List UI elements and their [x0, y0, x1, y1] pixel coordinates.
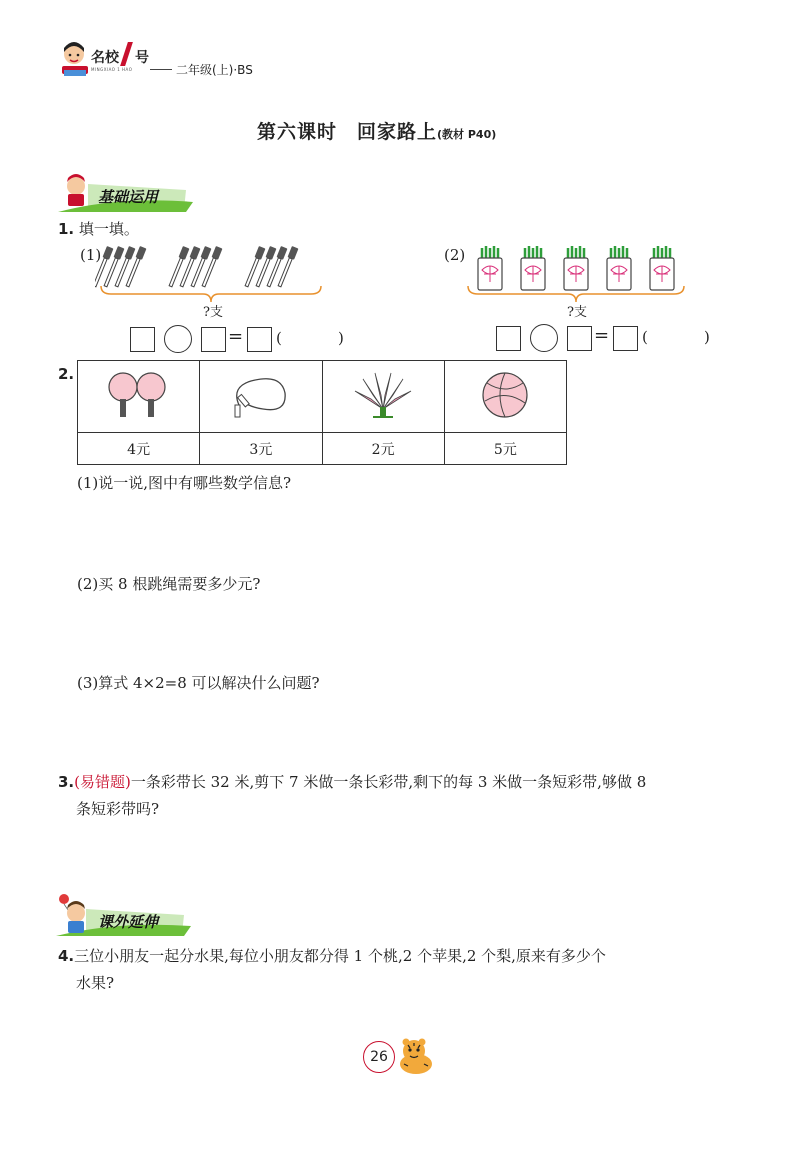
tiger-mascot-icon	[396, 1036, 436, 1076]
q1-part2-answer-box-3[interactable]	[613, 326, 638, 351]
q1-part2-answer-box-2[interactable]	[567, 326, 592, 351]
question-2-sub-1: (1)说一说,图中有哪些数学信息?	[77, 474, 292, 492]
flower-pot-icon	[478, 246, 502, 290]
question-1	[58, 217, 139, 241]
grade-label: 二年级(上)·BS	[176, 63, 253, 77]
q1-part2-brace-label: ?支	[567, 305, 587, 320]
lesson-title-reference: (教材 P40)	[437, 128, 497, 141]
q1-part1-brace	[101, 286, 321, 302]
section-banner-extension	[56, 893, 196, 938]
question-4-line-2: 水果?	[76, 974, 115, 992]
price-shuttlecock: 2元	[322, 433, 444, 465]
question-3-text-1: 一条彩带长 32 米,剪下 7 米做一条长彩带,剩下的每 3 米做一条短彩带,够做 8	[130, 773, 647, 791]
price-paddles: 4元	[78, 433, 200, 465]
brand-slash	[120, 42, 133, 66]
toothbrush-icon	[95, 246, 113, 288]
ping-pong-paddles-icon	[99, 365, 179, 425]
question-2-sub-2-answer-area[interactable]	[77, 600, 737, 665]
question-3-number: 3.	[58, 773, 75, 791]
lesson-title-main: 第六课时 回家路上	[257, 121, 438, 143]
question-4	[58, 944, 758, 995]
question-3	[58, 770, 758, 821]
price-item-shuttlecock	[322, 361, 444, 433]
price-item-paddles	[78, 361, 200, 433]
price-jump-rope: 3元	[200, 433, 322, 465]
flower-pot-icon	[564, 246, 588, 290]
brand-subtitle: MINGXIAO 1 HAO	[91, 67, 133, 72]
section-title-basic: 基础运用	[98, 188, 159, 206]
q1-part2-operator-circle[interactable]	[530, 324, 558, 352]
question-1-text: 填一填。	[78, 220, 139, 238]
question-2-sub-1-answer-area[interactable]	[77, 500, 737, 565]
question-2-sub-3-answer-area[interactable]	[77, 700, 737, 762]
brand-name: 名校	[91, 50, 119, 66]
question-3-line-1	[58, 770, 758, 794]
question-1-number: 1.	[58, 220, 75, 238]
q1-part2-label: (2)	[444, 246, 466, 264]
page-number: 26	[370, 1049, 388, 1065]
price-item-ball	[444, 361, 566, 433]
flower-pot-icon	[607, 246, 631, 290]
question-2-number: 2.	[58, 365, 75, 383]
q1-part1-paren-open: (	[276, 329, 282, 347]
student-mascot-icon	[58, 40, 94, 78]
jump-rope-icon	[221, 365, 301, 425]
price-item-jump-rope	[200, 361, 322, 433]
q1-part2-unit-blank[interactable]	[652, 326, 702, 350]
q1-part2-paren-close: )	[704, 328, 710, 346]
toothbrush-icon	[167, 246, 189, 288]
shuttlecock-icon	[343, 365, 423, 425]
q1-part2-paren-open: (	[642, 328, 648, 346]
price-table-images-row	[78, 361, 567, 433]
toothbrush-icon	[243, 246, 265, 288]
q1-part1-paren-close: )	[338, 329, 344, 347]
question-3-tag: (易错题)	[74, 773, 131, 791]
lesson-title	[257, 117, 496, 144]
section-title-extension: 课外延伸	[98, 913, 159, 931]
q1-part1-unit-blank[interactable]	[286, 327, 336, 351]
q1-part1-brace-label: ?支	[203, 305, 223, 320]
section-banner-basic	[58, 172, 198, 214]
toothbrush-group	[95, 246, 321, 302]
ball-icon	[465, 365, 545, 425]
q1-part1-operator-circle[interactable]	[164, 325, 192, 353]
q1-part1-answer-box-1[interactable]	[130, 327, 155, 352]
q1-part1-answer-box-3[interactable]	[247, 327, 272, 352]
header-logo	[58, 40, 173, 82]
q1-part1-answer-box-2[interactable]	[201, 327, 226, 352]
question-2-sub-2: (2)买 8 根跳绳需要多少元?	[77, 575, 261, 593]
q1-part1-label: (1)	[80, 246, 102, 264]
flower-pot-group	[468, 246, 684, 302]
price-table	[77, 360, 567, 465]
question-4-answer-area[interactable]	[77, 1000, 737, 1035]
question-4-text-1: 三位小朋友一起分水果,每位小朋友都分得 1 个桃,2 个苹果,2 个梨,原来有多少个	[74, 947, 606, 965]
q1-part2-equals: =	[594, 325, 610, 346]
page-number-badge	[363, 1041, 395, 1073]
header-rule	[150, 69, 172, 70]
flower-pot-icon	[650, 246, 674, 290]
q1-part1-equals: =	[228, 326, 244, 347]
brand-number: 号	[135, 50, 149, 66]
question-4-number: 4.	[58, 947, 75, 965]
q1-part2-answer-box-1[interactable]	[496, 326, 521, 351]
question-2-sub-3: (3)算式 4×2=8 可以解决什么问题?	[77, 674, 320, 692]
question-3-answer-area[interactable]	[77, 830, 737, 885]
question-4-line-1	[58, 944, 758, 968]
price-table-prices-row	[78, 433, 567, 465]
question-3-line-2: 条短彩带吗?	[76, 800, 160, 818]
flower-pot-icon	[521, 246, 545, 290]
price-ball: 5元	[444, 433, 566, 465]
